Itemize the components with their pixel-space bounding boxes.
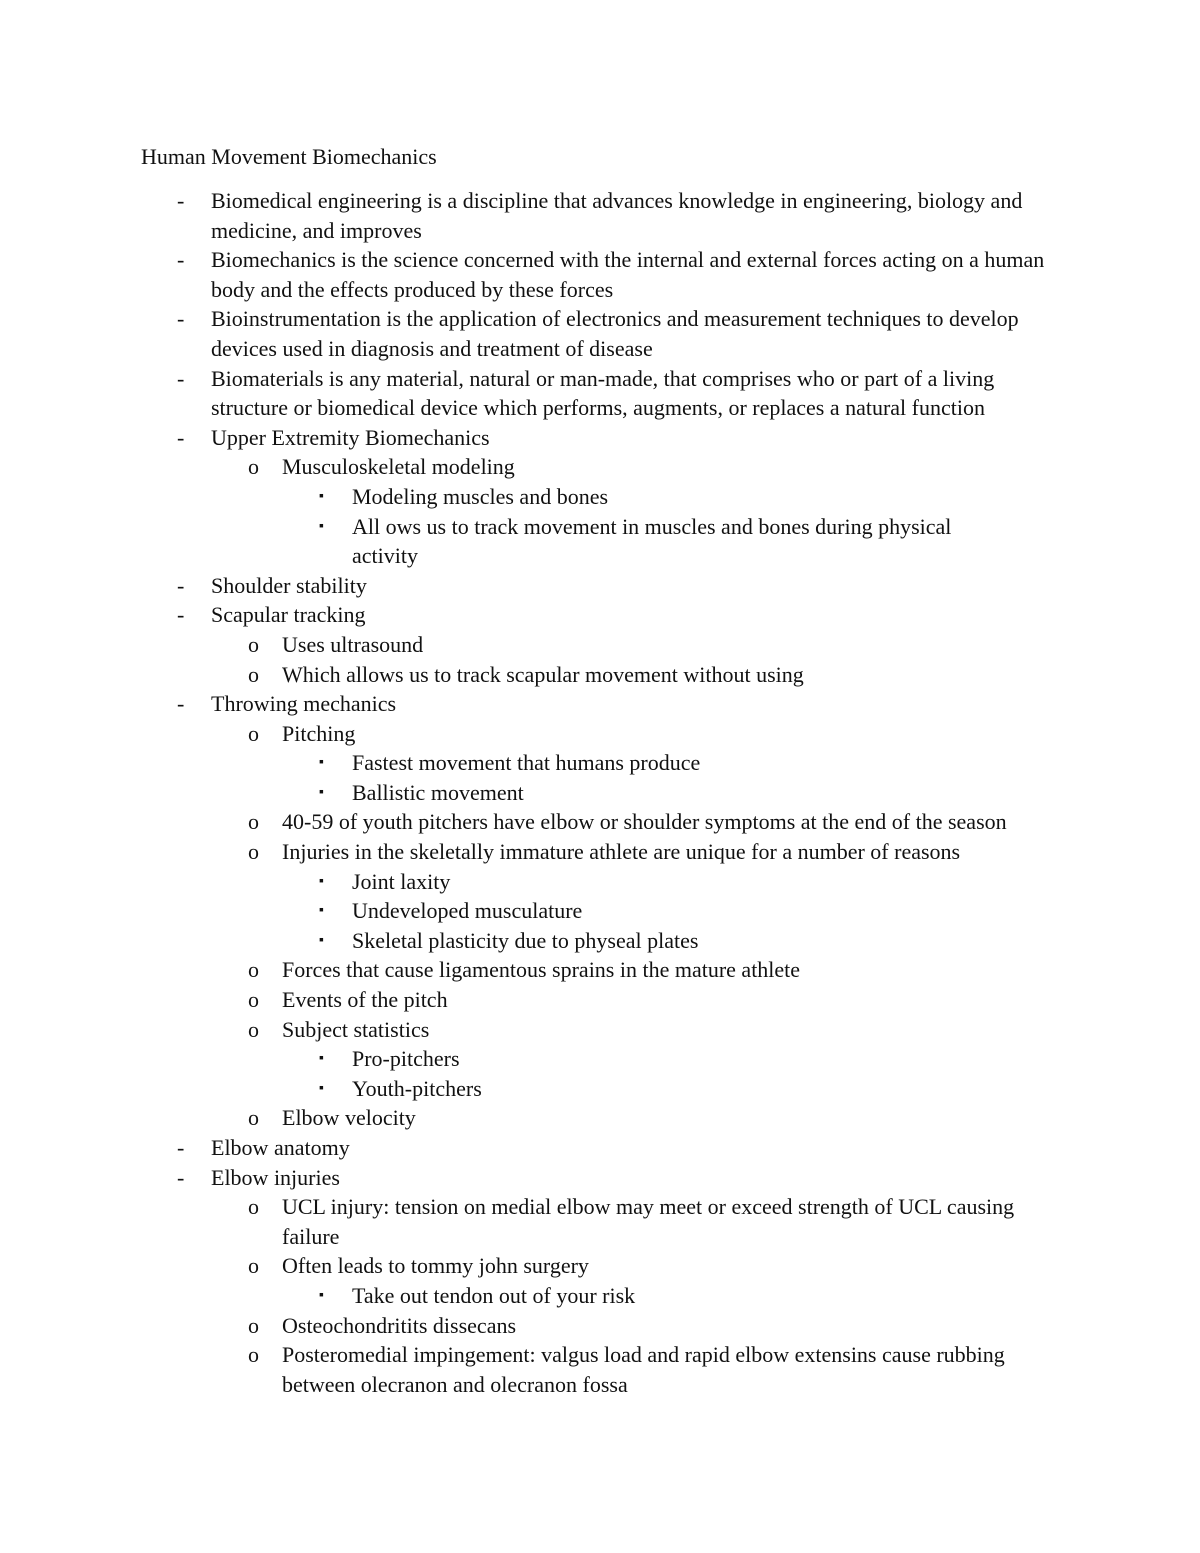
document-title: Human Movement Biomechanics xyxy=(141,144,437,169)
list-item xyxy=(0,748,1200,778)
circle-bullet-icon: o xyxy=(248,1253,259,1279)
list-item-text: Uses ultrasound xyxy=(282,631,424,657)
list-item xyxy=(0,867,1200,897)
list-item xyxy=(0,1251,1200,1281)
list-item-text: Subject statistics xyxy=(282,1016,430,1042)
list-item xyxy=(0,719,1200,749)
square-bullet-icon: ▪ xyxy=(319,1287,324,1303)
list-item-text: Elbow velocity xyxy=(282,1105,416,1131)
square-bullet-icon: ▪ xyxy=(319,488,324,504)
list-item xyxy=(0,926,1200,956)
list-item xyxy=(0,304,1200,363)
dash-bullet-icon: - xyxy=(177,602,185,628)
dash-bullet-icon: - xyxy=(177,188,185,213)
list-item xyxy=(0,1340,1200,1399)
list-item xyxy=(0,245,1200,304)
list-item-text: Osteochondritits dissecans xyxy=(282,1312,517,1338)
list-item-text: Elbow anatomy xyxy=(211,1135,350,1160)
list-item xyxy=(0,482,1200,512)
dash-bullet-icon: - xyxy=(177,306,185,332)
list-item-text: Pro-pitchers xyxy=(352,1046,460,1072)
list-item xyxy=(0,1074,1200,1104)
circle-bullet-icon: o xyxy=(248,661,259,687)
list-item-text: Forces that cause ligamentous sprains in the mature athlete xyxy=(282,957,801,983)
list-item-text: Often leads to tommy john surgery xyxy=(282,1253,589,1279)
list-item xyxy=(0,837,1200,867)
list-item xyxy=(0,689,1200,719)
bullet-outline xyxy=(0,186,1200,1399)
list-item-text: Biomechanics is the science concerned with the internal and external forces acting on a human body and the effects produced by these forces xyxy=(211,247,1045,302)
circle-bullet-icon: o xyxy=(248,987,259,1013)
list-item xyxy=(0,1163,1200,1193)
list-item-text: Take out tendon out of your risk xyxy=(352,1282,636,1308)
dash-bullet-icon: - xyxy=(177,424,185,450)
list-item xyxy=(0,1103,1200,1133)
list-item xyxy=(0,512,1200,571)
square-bullet-icon: ▪ xyxy=(319,784,324,800)
list-item-text: Musculoskeletal modeling xyxy=(282,454,515,480)
circle-bullet-icon: o xyxy=(248,454,259,480)
list-item-text: Biomedical engineering is a discipline that advances knowledge in engineering, biology and medicine, and improves xyxy=(211,188,1023,243)
square-bullet-icon: ▪ xyxy=(319,518,324,534)
dash-bullet-icon: - xyxy=(177,1135,185,1160)
list-item xyxy=(0,1133,1200,1163)
list-item-text: All ows us to track movement in muscles and bones during physical activity xyxy=(352,513,952,569)
list-item-text: Youth-pitchers xyxy=(352,1075,482,1101)
list-item xyxy=(0,985,1200,1015)
list-item xyxy=(0,1311,1200,1341)
list-item-text: UCL injury: tension on medial elbow may meet or exceed strength of UCL causing failure xyxy=(282,1194,1015,1249)
list-item-text: Modeling muscles and bones xyxy=(352,483,609,509)
list-item xyxy=(0,1281,1200,1311)
list-item xyxy=(0,630,1200,660)
list-item xyxy=(0,423,1200,453)
list-item-text: Pitching xyxy=(282,720,356,746)
list-item-text: 40-59 of youth pitchers have elbow or shoulder symptoms at the end of the season xyxy=(282,809,1007,835)
list-item-text: Fastest movement that humans produce xyxy=(352,750,701,776)
list-item-text: Skeletal plasticity due to physeal plates xyxy=(352,927,699,953)
dash-bullet-icon: - xyxy=(177,247,185,273)
circle-bullet-icon: o xyxy=(248,839,259,865)
list-item xyxy=(0,1044,1200,1074)
list-item-text: Throwing mechanics xyxy=(211,691,397,717)
list-item xyxy=(0,1192,1200,1251)
square-bullet-icon: ▪ xyxy=(319,873,324,889)
list-item xyxy=(0,364,1200,423)
list-item-text: Posteromedial impingement: valgus load and rapid elbow extensins cause rubbing between olecranon and olecranon fossa xyxy=(282,1342,1005,1397)
circle-bullet-icon: o xyxy=(248,720,259,746)
list-item xyxy=(0,186,1200,245)
list-item-text: Which allows us to track scapular movement without using xyxy=(282,661,804,687)
list-item xyxy=(0,1015,1200,1045)
dash-bullet-icon: - xyxy=(177,1164,185,1190)
list-item xyxy=(0,955,1200,985)
list-item-text: Elbow injuries xyxy=(211,1164,340,1190)
square-bullet-icon: ▪ xyxy=(319,1080,324,1096)
list-item-text: Undeveloped musculature xyxy=(352,898,583,924)
list-item-text: Injuries in the skeletally immature athlete are unique for a number of reasons xyxy=(282,839,961,865)
list-item xyxy=(0,660,1200,690)
list-item xyxy=(0,571,1200,601)
square-bullet-icon: ▪ xyxy=(319,755,324,771)
circle-bullet-icon: o xyxy=(248,1194,259,1220)
list-item-text: Upper Extremity Biomechanics xyxy=(211,424,490,450)
list-item-text: Shoulder stability xyxy=(211,572,367,598)
circle-bullet-icon: o xyxy=(248,1105,259,1131)
list-item xyxy=(0,807,1200,837)
circle-bullet-icon: o xyxy=(248,1342,259,1368)
circle-bullet-icon: o xyxy=(248,631,259,657)
list-item xyxy=(0,452,1200,482)
circle-bullet-icon: o xyxy=(248,957,259,983)
list-item-text: Ballistic movement xyxy=(352,779,524,805)
list-item-text: Scapular tracking xyxy=(211,602,366,628)
square-bullet-icon: ▪ xyxy=(319,1051,324,1067)
list-item xyxy=(0,600,1200,630)
list-item-text: Bioinstrumentation is the application of electronics and measurement techniques to develop devices used in diagnosis and treatment of disease xyxy=(211,306,1019,361)
dash-bullet-icon: - xyxy=(177,572,185,598)
dash-bullet-icon: - xyxy=(177,691,185,717)
list-item xyxy=(0,778,1200,808)
list-item-text: Events of the pitch xyxy=(282,987,448,1013)
square-bullet-icon: ▪ xyxy=(319,932,324,948)
list-item xyxy=(0,896,1200,926)
square-bullet-icon: ▪ xyxy=(319,903,324,919)
circle-bullet-icon: o xyxy=(248,1312,259,1338)
list-item-text: Biomaterials is any material, natural or man-made, that comprises who or part of a living structure or biomedical device which performs, augments, or replaces a natural function xyxy=(211,365,995,421)
list-item-text: Joint laxity xyxy=(352,868,451,894)
dash-bullet-icon: - xyxy=(177,365,185,391)
circle-bullet-icon: o xyxy=(248,809,259,835)
circle-bullet-icon: o xyxy=(248,1016,259,1042)
